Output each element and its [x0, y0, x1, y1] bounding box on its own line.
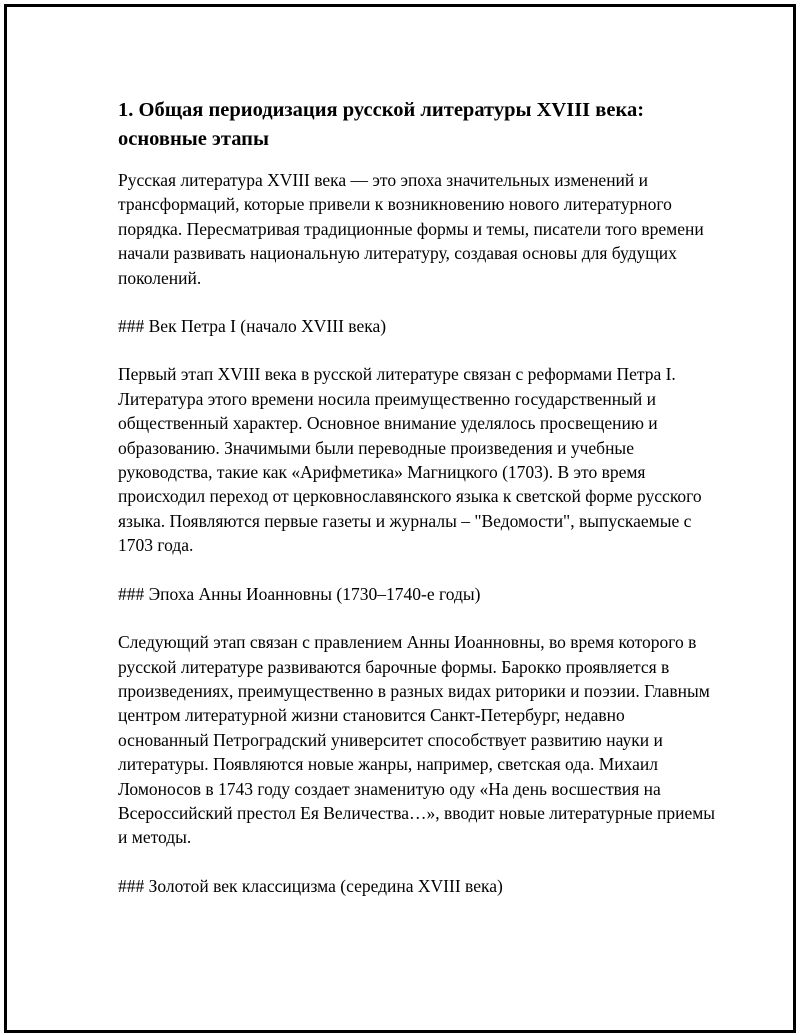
section-heading-classicism: ### Золотой век классицизма (середина XVIII века) — [118, 875, 503, 896]
document-body — [118, 96, 718, 898]
paragraph-peter: Первый этап XVIII века в русской литературе связан с реформами Петра I. Литература этого времени носила преимущественно государственный и общественный характер. Основное внимание уделялось просвещению и образованию. Значимыми были переводные произведения и учебные руководства, такие как «Арифметика» Магницкого (1703). В это время происходил переход от церковнославянского языка к светской форме русского языка. Появляются первые газеты и журналы – "Ведомости", выпускаемые с 1703 года. — [118, 364, 702, 556]
intro-paragraph: Русская литература XVIII века — это эпоха значительных изменений и трансформаций, которые привели к возникновению нового литературного порядка. Пересматривая традиционные формы и темы, писатели того времени начали развивать национальную литературу, создавая основы для будущих поколений. — [118, 170, 704, 288]
document-title: 1. Общая периодизация русской литературы XVIII века: основные этапы — [118, 99, 645, 150]
paragraph-anna: Следующий этап связан с правлением Анны Иоанновны, во время которого в русской литературе развиваются барочные формы. Барокко проявляется в произведениях, преимущественно в разных видах риторики и поэзии. Главным центром литературной жизни становится Санкт-Петербург, недавно основанный Петроградский университет способствует развитию науки и литературы. Появляются новые жанры, например, светская ода. Михаил Ломоносов в 1743 году создает знаменитую оду «На день восшествия на Всероссийский престол Ея Величества…», вводит новые литературные приемы и методы. — [118, 632, 716, 848]
section-heading-anna: ### Эпоха Анны Иоанновны (1730–1740-е годы) — [118, 583, 481, 604]
section-heading-peter: ### Век Петра I (начало XVIII века) — [118, 316, 387, 337]
